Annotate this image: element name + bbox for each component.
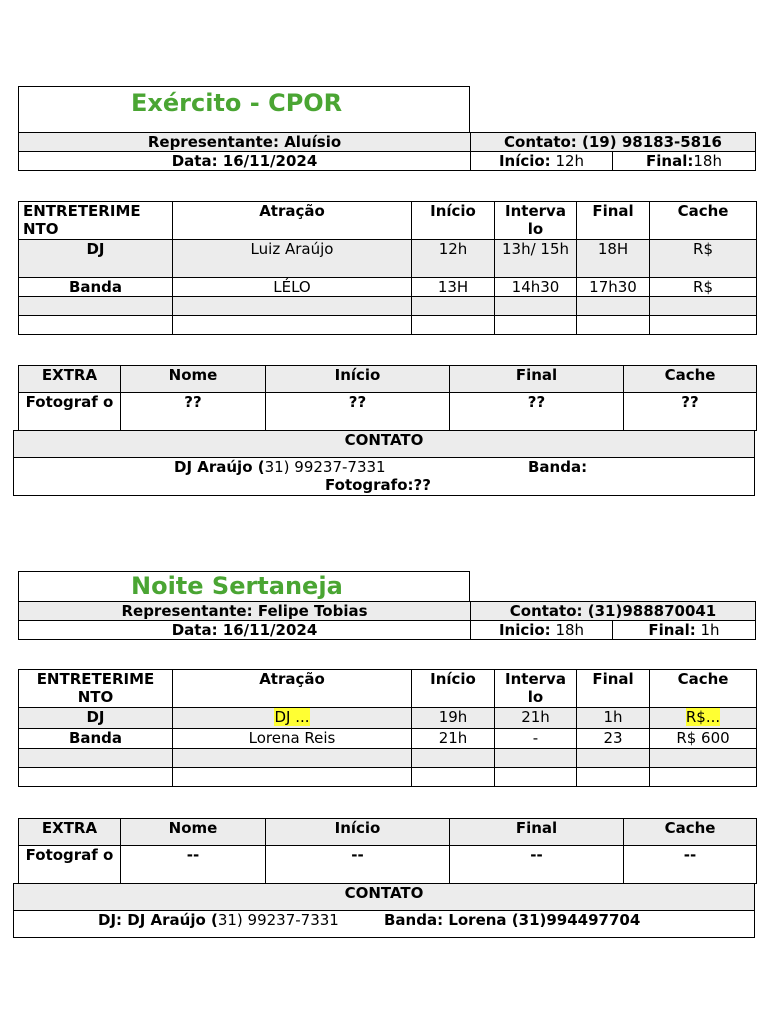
event1-extra-header: Cache <box>624 366 757 393</box>
event1-extra-table <box>18 365 757 431</box>
event2-header-final: Final <box>577 670 650 708</box>
event1-extra-header: Início <box>266 366 450 393</box>
table-row <box>19 846 757 884</box>
highlighted-text: R$... <box>685 708 721 726</box>
event2-final-value: 1h <box>695 621 720 639</box>
event1-fotografo: Fotografo:?? <box>325 476 431 494</box>
table-row <box>19 393 757 431</box>
cell: Banda <box>19 729 173 749</box>
cell: 23 <box>577 729 650 749</box>
event2-extra-header: Cache <box>624 819 757 846</box>
event2-final <box>613 621 756 640</box>
event2-title-box <box>18 571 470 601</box>
event1-header-inicio: Início <box>412 202 495 240</box>
cell: -- <box>121 846 266 884</box>
table-row <box>19 708 757 729</box>
event1-representante: Representante: Aluísio <box>19 133 471 152</box>
event1-inicio-value: 12h <box>550 152 585 170</box>
event1-extra-header: Final <box>450 366 624 393</box>
event2-banda-text: Banda: Lorena (31)994497704 <box>384 911 641 929</box>
cell: 1h <box>577 708 650 729</box>
event2-extra-header: Início <box>266 819 450 846</box>
event1-extra-header: Nome <box>121 366 266 393</box>
event2-header-cache: Cache <box>650 670 757 708</box>
event2-header-entretenimento: ENTRETERIME NTO <box>19 670 173 708</box>
event2-header-intervalo: Interva lo <box>495 670 577 708</box>
event2-header-inicio: Início <box>412 670 495 708</box>
event1-title-box <box>18 86 470 132</box>
cell: 21h <box>495 708 577 729</box>
event1-entertainment-table <box>18 201 757 335</box>
event2-final-label: Final: <box>648 621 696 639</box>
event1-inicio <box>471 152 613 171</box>
event1-banda-label: Banda: <box>528 458 588 476</box>
cell: - <box>495 729 577 749</box>
event1-contato-title: CONTATO <box>14 431 755 458</box>
cell: Banda <box>19 278 173 297</box>
event1-inicio-label: Início: <box>498 152 551 170</box>
event1-dj-label: DJ Araújo ( <box>174 458 265 476</box>
event2-title: Noite Sertaneja <box>131 572 343 600</box>
cell: DJ <box>19 240 173 278</box>
event1-contato-table <box>13 430 755 496</box>
event1-contato-body <box>14 458 755 496</box>
table-row <box>19 278 757 297</box>
event1-final-value: 18h <box>693 152 722 170</box>
event1-dj-phone: 31) 99237-7331 <box>264 458 386 476</box>
event2-entertainment-table <box>18 669 757 787</box>
event2-extra-header: EXTRA <box>19 819 121 846</box>
cell: -- <box>266 846 450 884</box>
table-row <box>19 768 757 787</box>
event1-title: Exército - CPOR <box>131 89 343 117</box>
cell: R$ <box>650 240 757 278</box>
event2-extra-header: Final <box>450 819 624 846</box>
table-row <box>19 729 757 749</box>
cell: ?? <box>266 393 450 431</box>
event1-extra-header: EXTRA <box>19 366 121 393</box>
event2-dj-label: DJ: DJ Araújo ( <box>98 911 218 929</box>
cell: 18H <box>577 240 650 278</box>
cell: ?? <box>624 393 757 431</box>
event2-contato-title: CONTATO <box>14 884 755 911</box>
cell: DJ <box>19 708 173 729</box>
event1-header-atracao: Atração <box>173 202 412 240</box>
cell: R$ 600 <box>650 729 757 749</box>
event2-extra-header: Nome <box>121 819 266 846</box>
event1-info-table <box>18 132 756 171</box>
highlighted-text: DJ ... <box>274 708 310 726</box>
event1-header-final: Final <box>577 202 650 240</box>
event2-dj-phone: 31) 99237-7331 <box>217 911 339 929</box>
cell: 17h30 <box>577 278 650 297</box>
event2-contato: Contato: (31)988870041 <box>471 602 756 621</box>
cell: 13H <box>412 278 495 297</box>
cell: ?? <box>450 393 624 431</box>
event2-contato-table <box>13 883 755 938</box>
cell: -- <box>624 846 757 884</box>
cell: 19h <box>412 708 495 729</box>
event1-header-cache: Cache <box>650 202 757 240</box>
cell: R$ <box>650 278 757 297</box>
event1-contato: Contato: (19) 98183-5816 <box>471 133 756 152</box>
cell: Fotograf o <box>19 846 121 884</box>
event2-contato-body <box>14 911 755 938</box>
table-row <box>19 297 757 316</box>
table-row <box>19 749 757 768</box>
cell <box>173 708 412 729</box>
event1-header-intervalo: Interva lo <box>495 202 577 240</box>
event2-extra-table <box>18 818 757 884</box>
cell: LÉLO <box>173 278 412 297</box>
table-row <box>19 316 757 335</box>
event2-representante: Representante: Felipe Tobias <box>19 602 471 621</box>
cell: Fotograf o <box>19 393 121 431</box>
cell: 21h <box>412 729 495 749</box>
cell: 13h/ 15h <box>495 240 577 278</box>
event1-final <box>613 152 756 171</box>
event2-info-table <box>18 601 756 640</box>
event2-data: Data: 16/11/2024 <box>19 621 471 640</box>
event2-inicio-label: Inicio: <box>498 621 551 639</box>
cell: Lorena Reis <box>173 729 412 749</box>
cell <box>650 708 757 729</box>
cell: 12h <box>412 240 495 278</box>
table-row <box>19 240 757 278</box>
cell: ?? <box>121 393 266 431</box>
event2-inicio-value: 18h <box>550 621 585 639</box>
event2-header-atracao: Atração <box>173 670 412 708</box>
cell: Luiz Araújo <box>173 240 412 278</box>
event1-header-entretenimento: ENTRETERIME NTO <box>19 202 173 240</box>
event1-data: Data: 16/11/2024 <box>19 152 471 171</box>
event2-inicio <box>471 621 613 640</box>
cell: 14h30 <box>495 278 577 297</box>
cell: -- <box>450 846 624 884</box>
event1-final-label: Final: <box>646 152 694 170</box>
